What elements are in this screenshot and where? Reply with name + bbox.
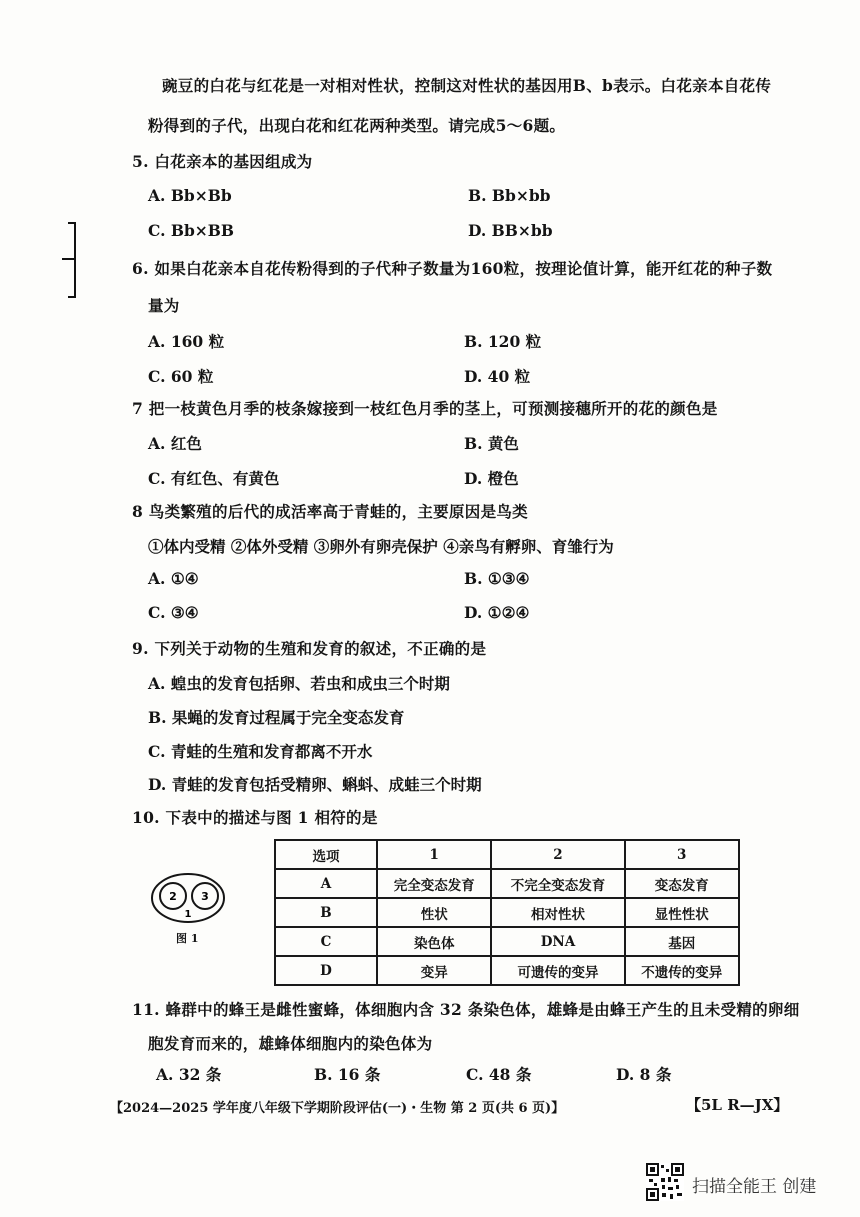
page-footer: 【2024—2025 学年度八年级下学期阶段评估(一)・生物 第 2 页(共 6 页)】 <box>110 1101 565 1116</box>
q7-option-a: A. 红色 <box>148 434 202 453</box>
q11-stem-line-1: 11. 蜂群中的蜂王是雌性蜜蜂，体细胞内含 32 条染色体，雄蜂是由蜂王产生的且未受精的卵细 <box>132 1000 800 1019</box>
table-cell: 变态发育 <box>625 869 739 898</box>
intro-line-1: 豌豆的白花与红花是一对相对性状，控制这对性状的基因用B、b表示。白花亲本自花传 <box>162 76 772 95</box>
scanner-watermark: 扫描全能王 创建 <box>692 1177 817 1197</box>
q8-option-a: A. ①④ <box>148 569 199 588</box>
q7-option-c: C. 有红色、有黄色 <box>148 469 280 488</box>
qr-code-icon <box>646 1163 684 1201</box>
table-cell: A <box>275 869 377 898</box>
table-header-cell: 选项 <box>275 840 377 869</box>
q5-stem: 5. 白花亲本的基因组成为 <box>132 152 313 171</box>
table-cell: 不完全变态发育 <box>491 869 624 898</box>
q9-option-a: A. 蝗虫的发育包括卵、若虫和成虫三个时期 <box>148 674 450 693</box>
margin-bracket-tick <box>62 258 74 260</box>
table-cell: B <box>275 898 377 927</box>
table-header-row <box>275 840 739 869</box>
q11-option-d: D. 8 条 <box>616 1065 672 1084</box>
q6-option-b: B. 120 粒 <box>464 332 542 351</box>
table-cell: DNA <box>491 927 624 956</box>
table-header-cell: 3 <box>625 840 739 869</box>
q11-option-b: B. 16 条 <box>314 1065 381 1084</box>
table-cell: 变异 <box>377 956 491 985</box>
q5-option-b: B. Bb×bb <box>468 186 551 205</box>
q8-stem: 8 鸟类繁殖的后代的成活率高于青蛙的，主要原因是鸟类 <box>132 502 528 521</box>
table-cell: 染色体 <box>377 927 491 956</box>
q10-stem: 10. 下表中的描述与图 1 相符的是 <box>132 808 378 827</box>
q9-stem: 9. 下列关于动物的生殖和发育的叙述，不正确的是 <box>132 639 487 658</box>
q9-option-c: C. 青蛙的生殖和发育都离不开水 <box>148 742 373 761</box>
footer-code: 【5L R—JX】 <box>686 1096 789 1114</box>
q8-items: ①体内受精 ②体外受精 ③卵外有卵壳保护 ④亲鸟有孵卵、育雏行为 <box>148 537 614 556</box>
table-cell: 完全变态发育 <box>377 869 491 898</box>
q5-option-c: C. Bb×BB <box>148 221 234 240</box>
figure-number-3: 3 <box>201 890 209 903</box>
q6-option-d: D. 40 粒 <box>464 367 531 386</box>
figure-1-diagram <box>150 870 230 934</box>
q8-option-b: B. ①③④ <box>464 569 530 588</box>
q9-option-b: B. 果蝇的发育过程属于完全变态发育 <box>148 708 405 727</box>
q8-option-d: D. ①②④ <box>464 603 530 622</box>
q6-stem-line-1: 6. 如果白花亲本自花传粉得到的子代种子数量为160粒，按理论值计算，能开红花的种子数 <box>132 259 773 278</box>
table-cell: 基因 <box>625 927 739 956</box>
table-cell: 不遗传的变异 <box>625 956 739 985</box>
intro-line-2: 粉得到的子代，出现白花和红花两种类型。请完成5～6题。 <box>148 116 566 135</box>
q6-option-c: C. 60 粒 <box>148 367 214 386</box>
figure-number-2: 2 <box>169 890 177 903</box>
table-cell: 显性性状 <box>625 898 739 927</box>
table-cell: 性状 <box>377 898 491 927</box>
q5-option-d: D. BB×bb <box>468 221 553 240</box>
figure-1-label: 图 1 <box>176 932 199 945</box>
q11-option-c: C. 48 条 <box>466 1065 532 1084</box>
figure-number-1: 1 <box>184 909 192 920</box>
q11-option-a: A. 32 条 <box>156 1065 222 1084</box>
table-header-cell: 2 <box>491 840 624 869</box>
q9-option-d: D. 青蛙的发育包括受精卵、蝌蚪、成蛙三个时期 <box>148 775 482 794</box>
table-header-cell: 1 <box>377 840 491 869</box>
q10-table <box>274 839 740 986</box>
table-row <box>275 869 739 898</box>
table-row <box>275 927 739 956</box>
q5-option-a: A. Bb×Bb <box>148 186 232 205</box>
q7-stem: 7 把一枝黄色月季的枝条嫁接到一枝红色月季的茎上，可预测接穗所开的花的颜色是 <box>132 399 718 418</box>
table-row <box>275 898 739 927</box>
table-cell: 可遗传的变异 <box>491 956 624 985</box>
margin-bracket <box>68 222 76 298</box>
q7-option-d: D. 橙色 <box>464 469 519 488</box>
table-cell: C <box>275 927 377 956</box>
q7-option-b: B. 黄色 <box>464 434 519 453</box>
q6-option-a: A. 160 粒 <box>148 332 225 351</box>
q6-stem-line-2: 量为 <box>148 296 180 315</box>
q8-option-c: C. ③④ <box>148 603 199 622</box>
table-cell: D <box>275 956 377 985</box>
table-cell: 相对性状 <box>491 898 624 927</box>
table-row <box>275 956 739 985</box>
q11-stem-line-2: 胞发育而来的，雄蜂体细胞内的染色体为 <box>148 1034 433 1053</box>
